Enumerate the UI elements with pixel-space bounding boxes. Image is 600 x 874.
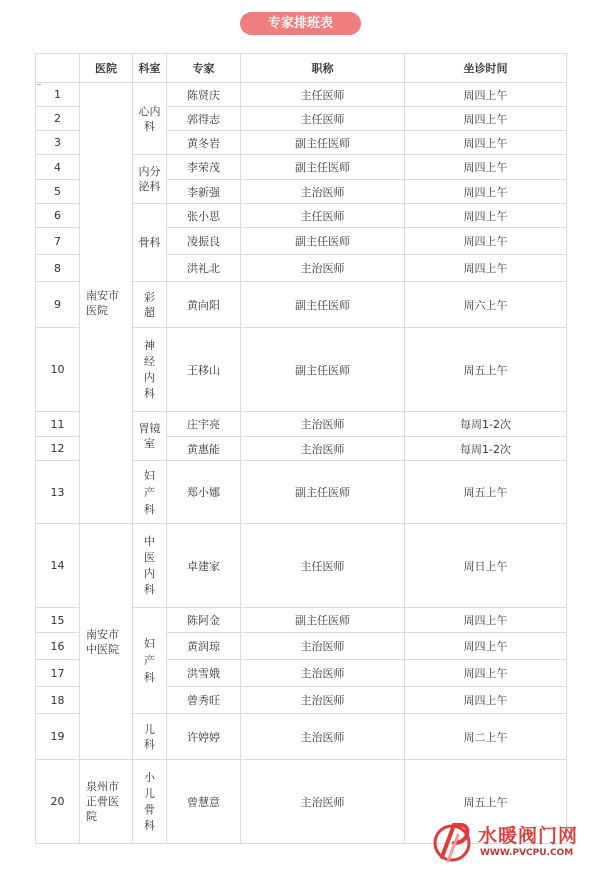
clinic-time: 周日上午	[405, 524, 567, 608]
hospital-name: 院	[86, 810, 97, 823]
expert-name: 许婷婷	[167, 714, 241, 760]
expert-name: 张小思	[167, 204, 241, 228]
rank: 主治医师	[241, 412, 405, 437]
expert-name: 王移山	[167, 328, 241, 412]
header-time: 坐诊时间	[405, 54, 567, 83]
expert-name: 庄宇亮	[167, 412, 241, 437]
rank: 副主任医师	[241, 328, 405, 412]
clinic-time: 周四上午	[405, 228, 567, 255]
hospital-name: 泉州市	[86, 780, 119, 793]
row-no: 14	[36, 524, 80, 608]
header-dept: 科室	[133, 54, 167, 83]
clinic-time: 周六上午	[405, 282, 567, 328]
rank: 主治医师	[241, 437, 405, 461]
row-no: 12	[36, 437, 80, 461]
table-row	[36, 83, 567, 107]
clinic-time: 周四上午	[405, 83, 567, 107]
row-no: 2	[36, 107, 80, 131]
dept-cell: 胃镜 室	[133, 412, 167, 461]
clinic-time: 周五上午	[405, 461, 567, 524]
hospital-name: 正骨医	[86, 795, 119, 808]
watermark-logo-icon	[428, 817, 478, 867]
row-no: 10	[36, 328, 80, 412]
clinic-time: 周四上午	[405, 255, 567, 282]
expert-name: 洪礼北	[167, 255, 241, 282]
header-expert: 专家	[167, 54, 241, 83]
hospital-name: 南安市	[86, 289, 119, 302]
clinic-time: 周四上午	[405, 608, 567, 633]
row-no: 8	[36, 255, 80, 282]
rank: 主任医师	[241, 204, 405, 228]
row-no: 3	[36, 131, 80, 155]
rank: 副主任医师	[241, 608, 405, 633]
row-no: 1	[36, 83, 80, 107]
clinic-time: 周四上午	[405, 155, 567, 180]
expert-name: 曾秀旺	[167, 687, 241, 714]
dept-cell: 神 经 内 科	[133, 328, 167, 412]
row-no: 19	[36, 714, 80, 760]
row-no: 20	[36, 760, 80, 844]
rank: 主任医师	[241, 83, 405, 107]
hospital-name: 南安市	[86, 627, 119, 641]
rank: 主治医师	[241, 255, 405, 282]
rank: 主治医师	[241, 633, 405, 660]
dept-cell: 中 医 内 科	[133, 524, 167, 608]
dept-cell: 彩 超	[133, 282, 167, 328]
clinic-time: 周四上午	[405, 204, 567, 228]
expert-name: 黄惠能	[167, 437, 241, 461]
row-no: 13	[36, 461, 80, 524]
dept-cell: 骨科	[133, 204, 167, 282]
expert-name: 郑小娜	[167, 461, 241, 524]
row-no: 4	[36, 155, 80, 180]
clinic-time: 周四上午	[405, 633, 567, 660]
rank: 副主任医师	[241, 461, 405, 524]
clinic-time: 周四上午	[405, 660, 567, 687]
clinic-time: 周五上午	[405, 760, 567, 844]
rank: 副主任医师	[241, 131, 405, 155]
header-no	[36, 54, 80, 83]
expert-name: 凌振良	[167, 228, 241, 255]
rank: 主任医师	[241, 107, 405, 131]
row-no: 18	[36, 687, 80, 714]
rank: 主治医师	[241, 760, 405, 844]
corner-mark: _	[37, 76, 41, 85]
expert-name: 李荣茂	[167, 155, 241, 180]
expert-name: 黄润琼	[167, 633, 241, 660]
rank: 主任医师	[241, 524, 405, 608]
row-no: 15	[36, 608, 80, 633]
table-row	[36, 524, 567, 608]
expert-name: 曾慧意	[167, 760, 241, 844]
hospital-cell	[80, 524, 133, 760]
table-header-row	[36, 54, 567, 83]
dept-cell: 心内 科	[133, 83, 167, 155]
rank: 副主任医师	[241, 228, 405, 255]
page-title: 专家排班表	[240, 12, 361, 35]
watermark-url: WWW.PVCPU.COM	[480, 848, 574, 858]
expert-name: 黄冬岩	[167, 131, 241, 155]
expert-name: 卓建家	[167, 524, 241, 608]
dept-cell: 儿 科	[133, 714, 167, 760]
rank: 副主任医师	[241, 155, 405, 180]
header-rank: 职称	[241, 54, 405, 83]
rank: 主治医师	[241, 714, 405, 760]
clinic-time: 周二上午	[405, 714, 567, 760]
row-no: 16	[36, 633, 80, 660]
clinic-time: 周五上午	[405, 328, 567, 412]
clinic-time: 周四上午	[405, 687, 567, 714]
expert-name: 陈阿金	[167, 608, 241, 633]
hospital-cell	[80, 83, 133, 524]
header-hospital: 医院	[80, 54, 133, 83]
dept-cell: 妇 产 科	[133, 608, 167, 714]
row-no: 6	[36, 204, 80, 228]
clinic-time: 每周1-2次	[405, 437, 567, 461]
watermark-name: 水暖阀门网	[478, 825, 579, 847]
row-no: 5	[36, 180, 80, 204]
expert-name: 李新强	[167, 180, 241, 204]
expert-name: 郭得志	[167, 107, 241, 131]
hospital-cell	[80, 760, 133, 844]
dept-cell: 妇 产 科	[133, 461, 167, 524]
watermark	[428, 817, 598, 869]
rank: 主治医师	[241, 180, 405, 204]
dept-cell: 小 儿 骨 科	[133, 760, 167, 844]
expert-name: 陈贤庆	[167, 83, 241, 107]
expert-name: 黄向阳	[167, 282, 241, 328]
expert-name: 洪雪娥	[167, 660, 241, 687]
row-no: 17	[36, 660, 80, 687]
clinic-time: 周四上午	[405, 180, 567, 204]
row-no: 11	[36, 412, 80, 437]
row-no: 9	[36, 282, 80, 328]
hospital-name: 医院	[86, 304, 108, 317]
dept-cell: 内分 泌科	[133, 155, 167, 204]
clinic-time: 每周1-2次	[405, 412, 567, 437]
row-no: 7	[36, 228, 80, 255]
schedule-table	[35, 53, 567, 844]
rank: 主治医师	[241, 660, 405, 687]
hospital-name: 中医院	[86, 642, 119, 656]
clinic-time: 周四上午	[405, 107, 567, 131]
rank: 主治医师	[241, 687, 405, 714]
clinic-time: 周四上午	[405, 131, 567, 155]
rank: 副主任医师	[241, 282, 405, 328]
